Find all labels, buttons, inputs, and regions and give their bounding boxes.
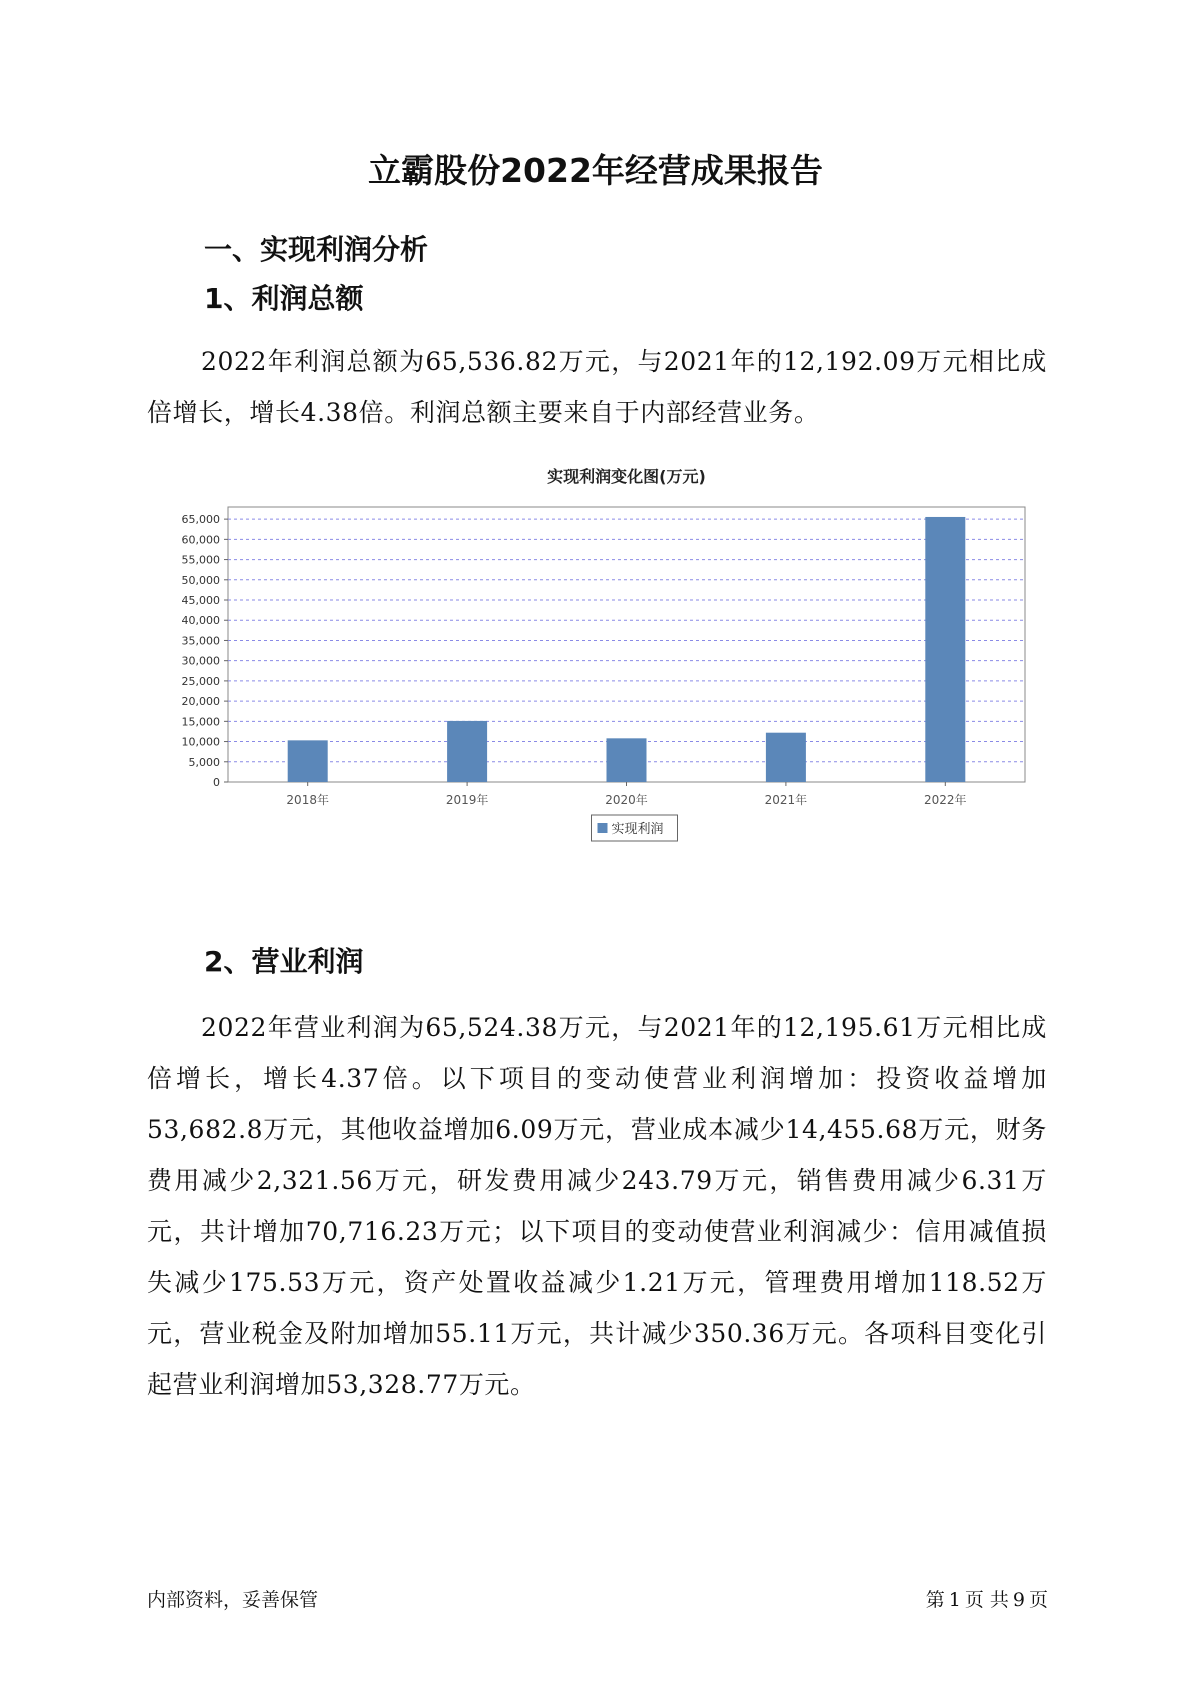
page-total: 9: [1012, 1589, 1025, 1611]
profit-chart-svg: [150, 455, 1030, 915]
page-number: 1: [948, 1589, 961, 1611]
subheading-operating-profit: 2、营业利润: [204, 945, 364, 978]
x-tick-label: 2018年: [286, 793, 329, 807]
paragraph-total-profit: 2022年利润总额为65,536.82万元，与2021年的12,192.09万元相比成倍增长，增长4.38倍。利润总额主要来自于内部经营业务。: [147, 347, 1047, 427]
legend-swatch: [598, 823, 608, 833]
page-suffix: 页: [1028, 1589, 1048, 1611]
y-tick-label: 10,000: [181, 735, 220, 749]
y-tick-label: 25,000: [181, 674, 220, 688]
y-tick-label: 60,000: [181, 533, 220, 547]
y-tick-label: 55,000: [181, 553, 220, 567]
bar: [766, 733, 806, 782]
bar: [607, 738, 647, 782]
y-tick-label: 30,000: [181, 654, 220, 668]
y-tick-label: 35,000: [181, 634, 220, 648]
page-mid: 页 共: [964, 1589, 1009, 1611]
subheading-total-profit: 1、利润总额: [204, 282, 364, 315]
x-tick-label: 2020年: [605, 793, 648, 807]
document-title: 立霸股份2022年经营成果报告: [368, 151, 823, 190]
section-heading-profit-analysis: 一、实现利润分析: [204, 233, 429, 266]
y-tick-label: 5,000: [188, 755, 220, 769]
bar: [925, 517, 965, 782]
y-tick-label: 45,000: [181, 594, 220, 608]
footer-confidential-note: 内部资料，妥善保管: [147, 1589, 319, 1611]
x-tick-label: 2021年: [764, 793, 808, 807]
paragraph-operating-profit: 2022年营业利润为65,524.38万元，与2021年的12,195.61万元相比成倍增长，增长4.37倍。以下项目的变动使营业利润增加：投资收益增加53,682.8万元，其他收益增加6.09万元，营业成本减少14,455.68万元，财务费用减少2,321.56万元，研发费用减少243.79万元，销售费用减少6.31万元，共计增加70,716.23万元；以下项目的变动使营业利润减少：信用减值损失减少175.53万元，资产处置收益减少1.21万元，管理费用增加118.52万元，营业税金及附加增加55.11万元，共计减少350.36万元。各项科目变化引起营业利润增加53,328.77万元。: [147, 1013, 1047, 1399]
legend-label: 实现利润: [611, 822, 664, 837]
y-tick-label: 15,000: [181, 715, 220, 729]
y-tick-label: 20,000: [181, 695, 220, 709]
y-tick-label: 40,000: [181, 614, 220, 628]
bar: [288, 740, 328, 782]
y-tick-label: 0: [213, 776, 220, 789]
bar: [447, 721, 487, 782]
x-tick-label: 2019年: [445, 793, 489, 807]
chart-title: 实现利润变化图(万元): [547, 467, 706, 486]
y-tick-label: 50,000: [181, 573, 220, 587]
footer-page-indicator: [860, 1585, 1050, 1612]
y-tick-label: 65,000: [181, 513, 220, 527]
profit-chart: [150, 455, 1030, 915]
x-tick-label: 2022年: [924, 793, 967, 807]
page-prefix: 第: [925, 1589, 945, 1611]
